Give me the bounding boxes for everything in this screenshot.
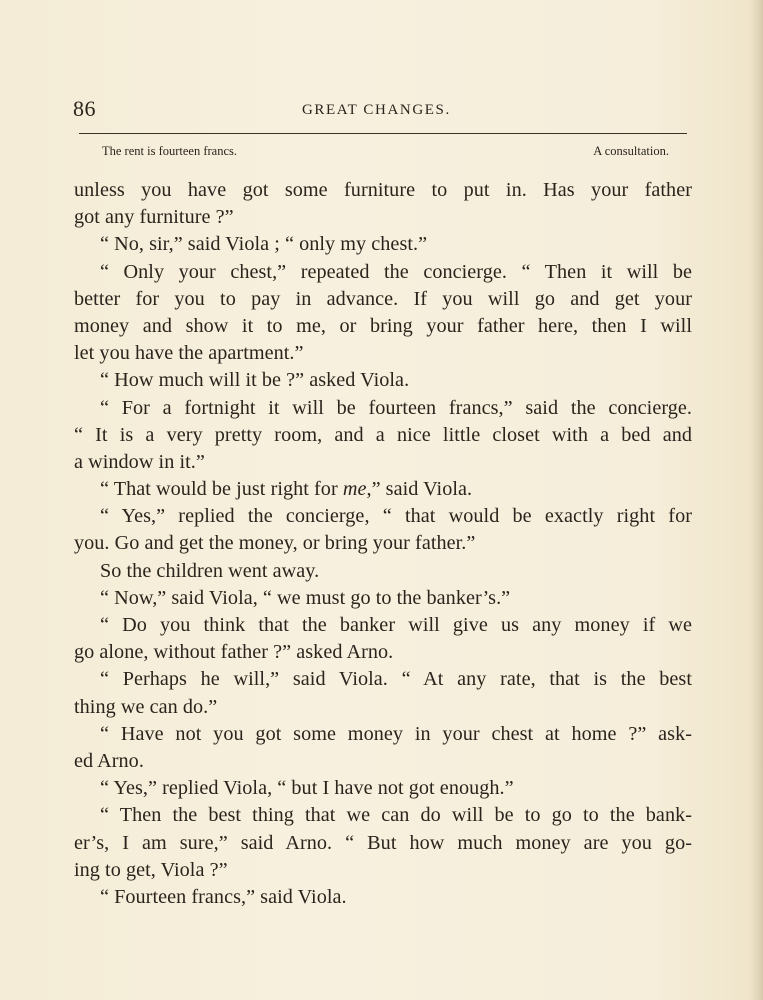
page-header xyxy=(73,96,693,124)
text-line: go alone, without father ?” asked Arno. xyxy=(74,641,394,664)
side-note-left: The rent is fourteen francs. xyxy=(102,144,238,158)
text-line: you. Go and get the money, or bring your father.” xyxy=(74,532,476,555)
text-line: money and show it to me, or bring your father here, then I will xyxy=(74,314,692,337)
text-line: So the children went away. xyxy=(100,559,320,582)
text-line: “ Perhaps he will,” said Viola. “ At any rate, that is the best xyxy=(100,668,692,691)
text-line: er’s, I am sure,” said Arno. “ But how much money are you go- xyxy=(74,831,692,854)
running-title: GREAT CHANGES. xyxy=(302,102,451,118)
page-edge-shadow xyxy=(749,0,763,1000)
text-line: “ Have not you got some money in your chest at home ?” ask- xyxy=(100,722,692,745)
text-line: “ Only your chest,” repeated the concierge. “ Then it will be xyxy=(100,260,692,283)
body-text xyxy=(74,177,692,911)
text-line: better for you to pay in advance. If you will go and get your xyxy=(74,287,692,310)
text-line: thing we can do.” xyxy=(74,695,218,718)
text-line: “ How much will it be ?” asked Viola. xyxy=(100,369,410,392)
text-line: a window in it.” xyxy=(74,450,205,473)
text-line: “ Now,” said Viola, “ we must go to the banker’s.” xyxy=(100,586,511,609)
text-line: “ Do you think that the banker will give us any money if we xyxy=(100,614,692,636)
page-number: 86 xyxy=(73,96,96,121)
side-note-right: A consultation. xyxy=(593,144,669,158)
text-line: let you have the apartment.” xyxy=(74,342,304,365)
text-line: “ For a fortnight it will be fourteen francs,” said the concierge. xyxy=(100,396,692,419)
text-line: unless you have got some furniture to put in. Has your father xyxy=(74,179,692,201)
text-line: “ Fourteen francs,” said Viola. xyxy=(100,885,347,908)
text-line: got any furniture ?” xyxy=(74,206,234,229)
text-line: “ Yes,” replied Viola, “ but I have not got enough.” xyxy=(100,777,514,800)
text-line: “ Yes,” replied the concierge, “ that would be exactly right for xyxy=(100,505,692,528)
text-line: “ It is a very pretty room, and a nice little closet with a bed and xyxy=(74,423,692,446)
text-line: “ Then the best thing that we can do will be to go to the bank- xyxy=(100,804,692,827)
text-line: “ No, sir,” said Viola ; “ only my chest.” xyxy=(100,233,428,256)
text-line: ed Arno. xyxy=(74,749,144,772)
text-line: “ That would be just right for me,” said Viola. xyxy=(100,478,473,501)
header-rule xyxy=(79,133,687,134)
text-line: ing to get, Viola ?” xyxy=(74,858,228,881)
